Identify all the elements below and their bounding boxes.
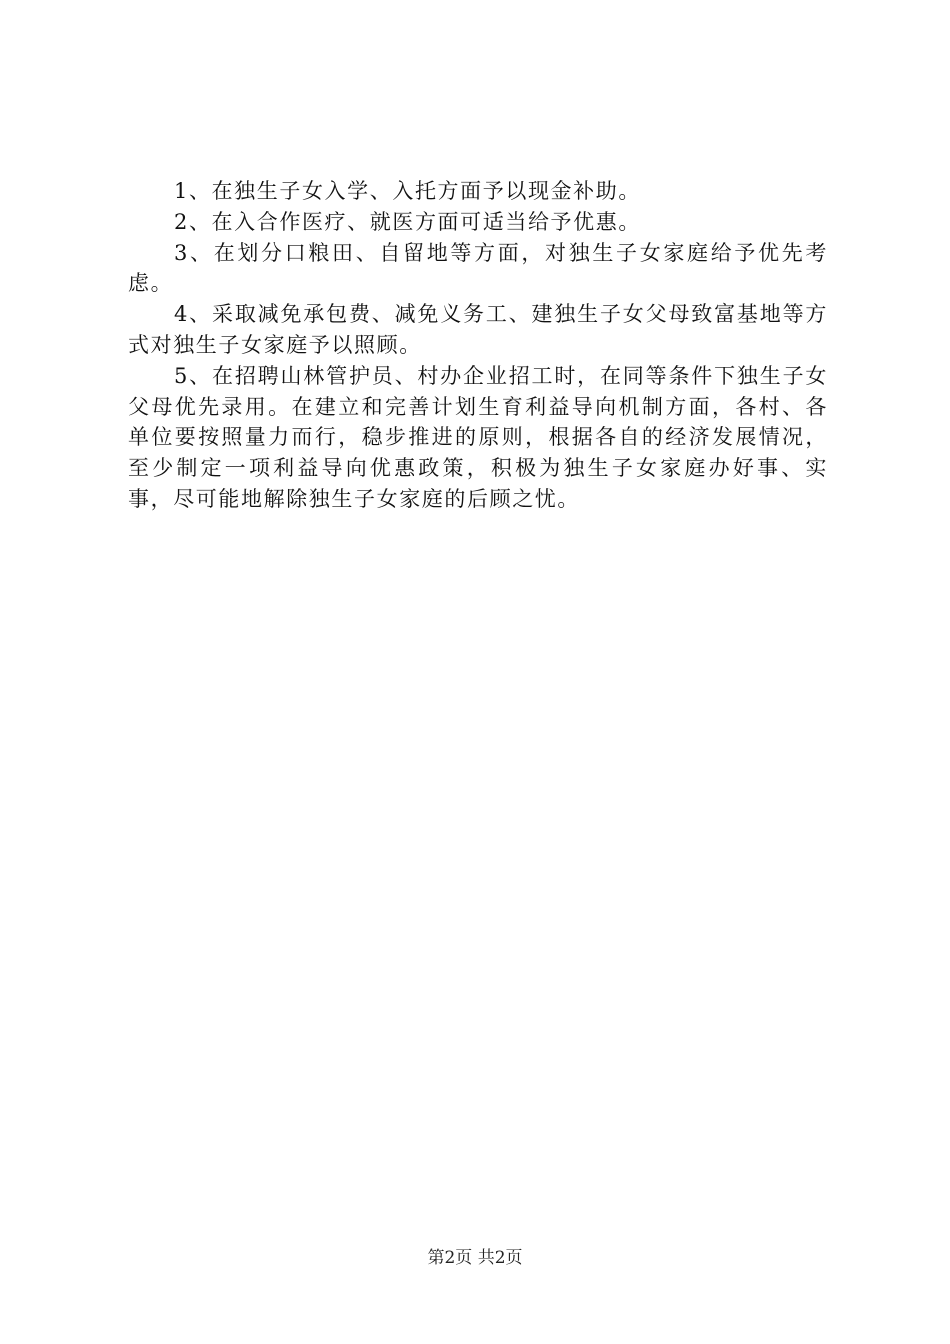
paragraph-5: 5、在招聘山林管护员、村办企业招工时，在同等条件下独生子女父母优先录用。在建立和完善计划生育利益导向机制方面，各村、各单位要按照量力而行，稳步推进的原则，根据各自的经济发展情况，至少制定一项利益导向优惠政策，积极为独生子女家庭办好事、实事，尽可能地解除独生子女家庭的后顾之忧。 bbox=[128, 363, 828, 511]
paragraph-3: 3、在划分口粮田、自留地等方面，对独生子女家庭给予优先考虑。 bbox=[128, 240, 828, 296]
paragraph-1: 1、在独生子女入学、入托方面予以现金补助。 bbox=[174, 179, 641, 203]
page-number-footer: 第2页 共2页 bbox=[427, 1248, 523, 1268]
paragraph-4: 4、采取减免承包费、减免义务工、建独生子女父母致富基地等方式对独生子女家庭予以照顾。 bbox=[128, 302, 828, 357]
paragraph-2: 2、在入合作医疗、就医方面可适当给予优惠。 bbox=[174, 209, 641, 234]
document-body bbox=[128, 176, 828, 515]
